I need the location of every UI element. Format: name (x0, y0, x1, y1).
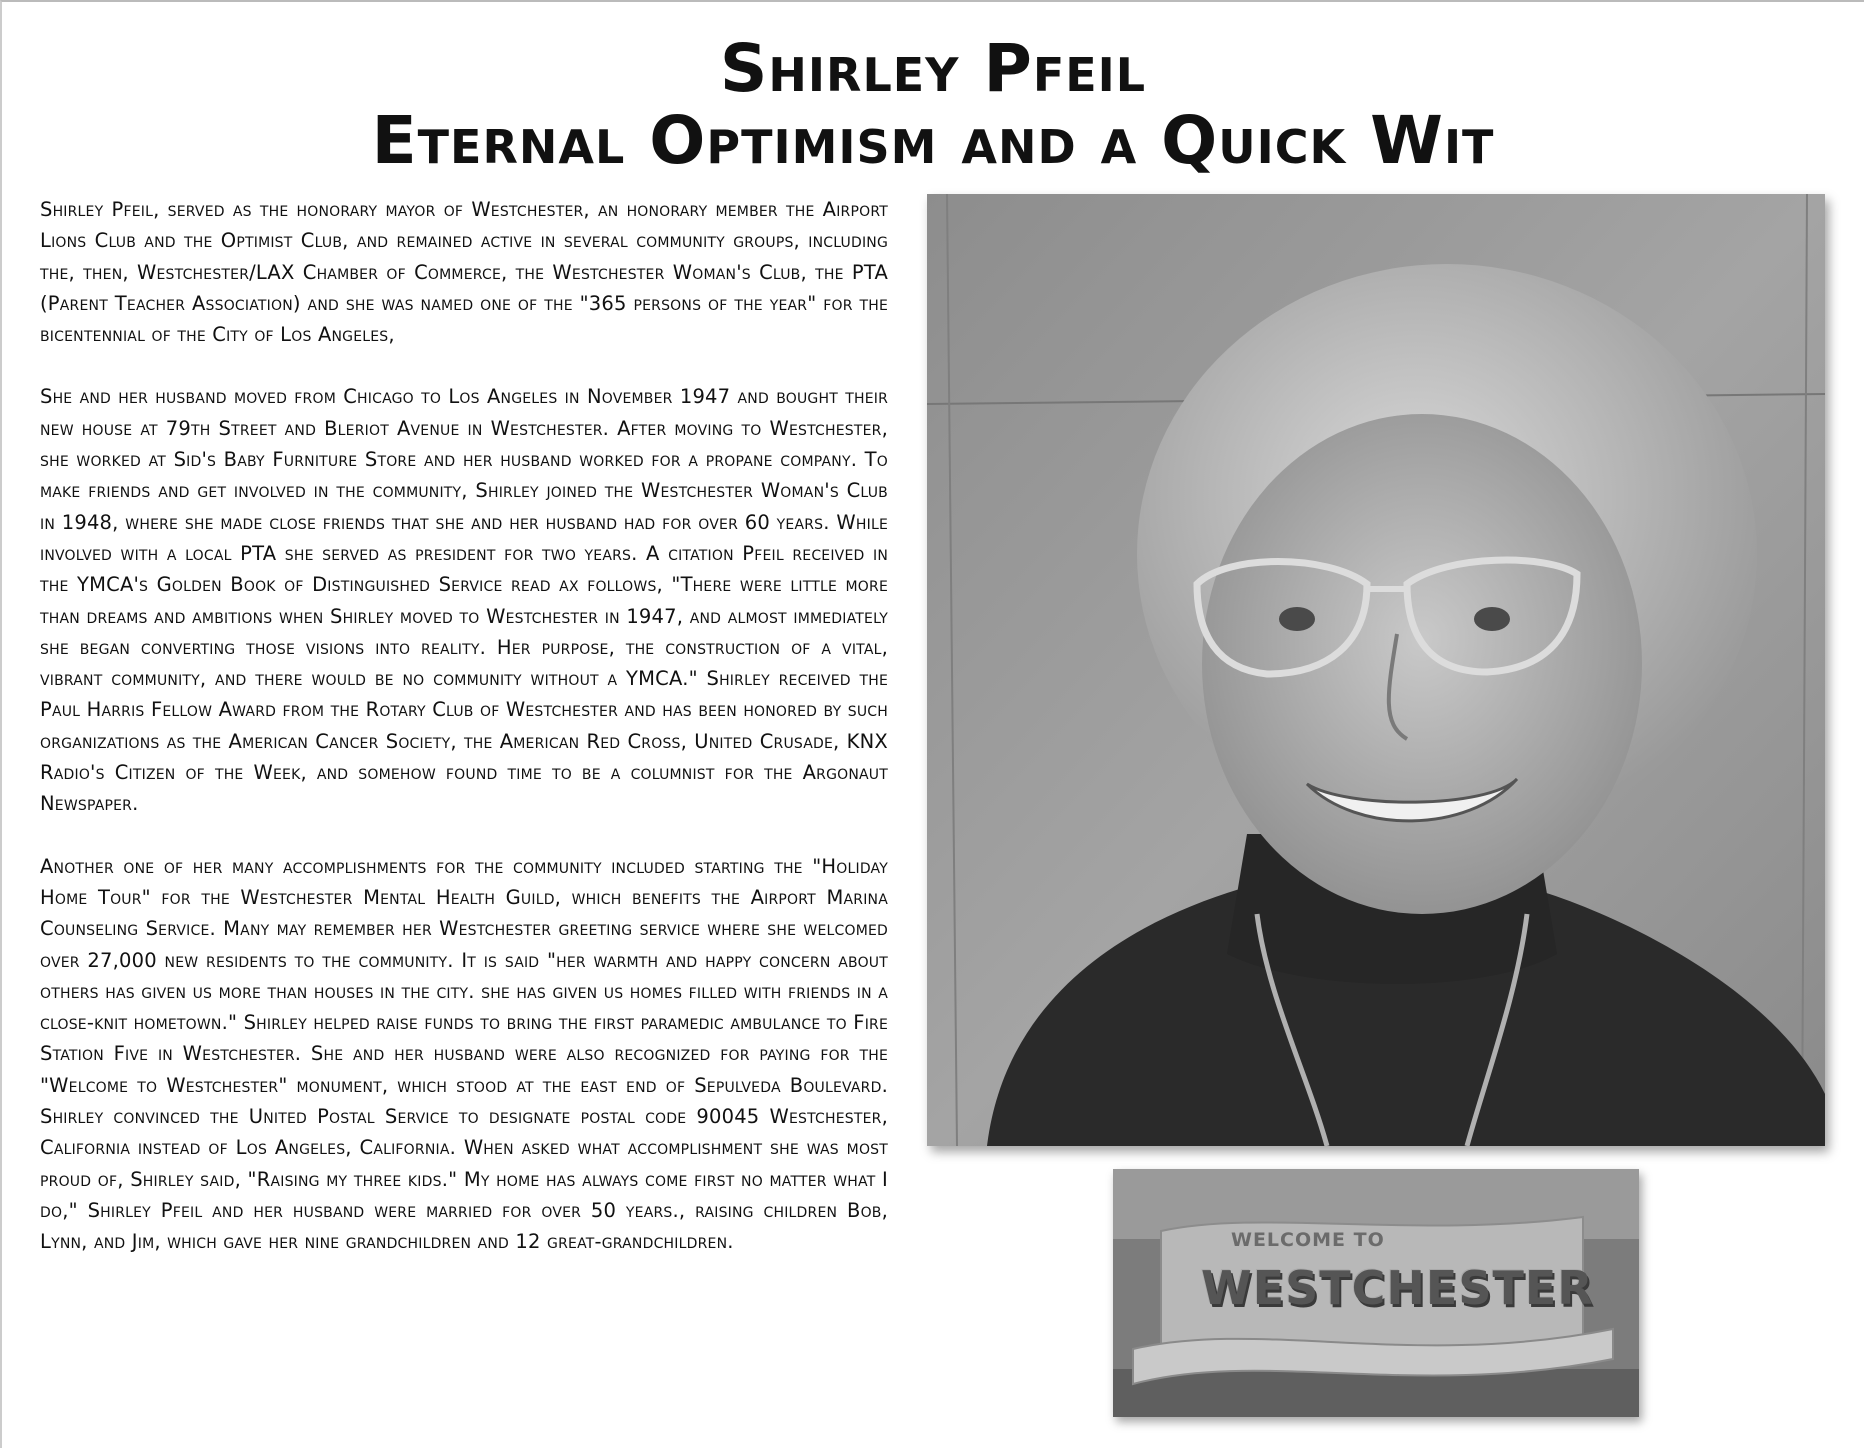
page-title: Shirley Pfeil (719, 30, 1147, 107)
sign-name-text: WESTCHESTER (1201, 1261, 1594, 1315)
westchester-sign-photo (1113, 1169, 1639, 1417)
paragraph-3: Another one of her many accomplishments for the community included starting the "Holiday Home Tour" for the Westchester Mental Health Guild, which benefits the Airport Marina Counseling Service. Many may remember her Westchester greeting service where she welcomed over 27,000 new residents to the community. It is said "her warmth and happy concern about others has given us more than houses in the city. she has given us homes filled with friends in a close-knit hometown." Shirley helped raise funds to bring the first paramedic ambulance to Fire Station Five in Westchester. She and her husband were also recognized for paying for the "Welcome to Westchester" monument, which stood at the east end of Sepulveda Boulevard. Shirley convinced the United Postal Service to designate postal code 90045 Westchester, California instead of Los Angeles, California. When asked what accomplishment she was most proud of, Shirley said, "Raising my three kids." My home has always come first no matter what I do," Shirley Pfeil and her husband were married for over 50 years., raising children Bob, Lynn, and Jim, which gave her nine grandchildren and 12 great-grandchildren. (40, 854, 888, 1254)
paragraph-2: She and her husband moved from Chicago to Los Angeles in November 1947 and bought their new house at 79th Street and Bleriot Avenue in Westchester. After moving to Westchester, she worked at Sid's Baby Furniture Store and her husband worked for a propane company. To make friends and get involved in the community, Shirley joined the Westchester Woman's Club in 1948, where she made close friends that she and her husband had for over 60 years. While involved with a local PTA she served as president for two years. A citation Pfeil received in the YMCA's Golden Book of Distinguished Service read ax follows, "There were little more than dreams and ambitions when Shirley moved to Westchester in 1947, and almost immediately she began converting those visions into reality. Her purpose, the construction of a vital, vibrant community, and there would be no community without a YMCA." Shirley received the Paul Harris Fellow Award from the Rotary Club of Westchester and has been honored by such organizations as the American Cancer Society, the American Red Cross, United Crusade, KNX Radio's Citizen of the Week, and somehow found time to be a columnist for the Argonaut Newspaper. (40, 385, 888, 816)
portrait-illustration (927, 194, 1825, 1146)
sign-welcome-text: WELCOME TO (1231, 1229, 1385, 1251)
page-subtitle: Eternal Optimism and a Quick Wit (371, 102, 1495, 179)
portrait-photo (927, 194, 1825, 1146)
paragraph-1: Shirley Pfeil, served as the honorary mayor of Westchester, an honorary member the Airport Lions Club and the Optimist Club, and remained active in several community groups, including the, then, Westchester/LAX Chamber of Commerce, the Westchester Woman's Club, the PTA (Parent Teacher Association) and she was named one of the "365 persons of the year" for the bicentennial of the City of Los Angeles, (40, 198, 888, 347)
article-body (40, 194, 888, 1258)
